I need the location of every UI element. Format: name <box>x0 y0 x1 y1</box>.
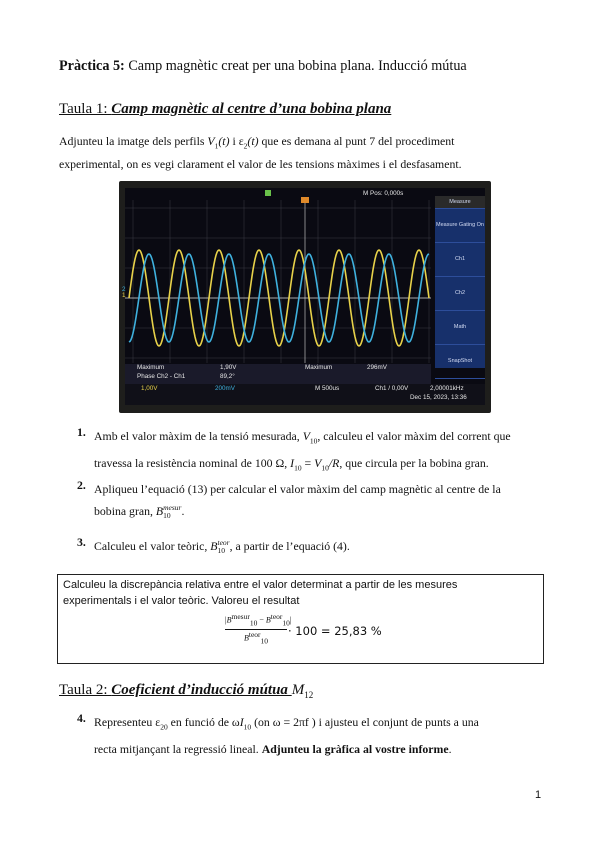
measurement-bar <box>125 364 431 384</box>
table2-title: Coeficient d’inducció mútua <box>111 682 292 698</box>
i1d: , que circula per la bobina gran. <box>339 456 489 471</box>
ch1-marker: 1 <box>122 292 126 299</box>
i4d: recta mitjançant la regressió lineal. <box>94 742 262 757</box>
discrepancy-fraction <box>225 612 292 646</box>
i4a: Representeu ε <box>94 715 161 729</box>
menu-measure-gating[interactable]: Measure Gating On <box>435 209 485 243</box>
table1-heading <box>59 101 391 118</box>
i1c: travessa la resistència nominal de 100 Ω, <box>94 456 291 471</box>
num-B2: B <box>265 615 271 625</box>
title-text: Camp magnètic creat per una bobina plana. Inducció mútua <box>124 58 467 74</box>
item2-text <box>94 478 546 522</box>
item3-text <box>94 535 350 557</box>
i4a-sub: 20 <box>160 722 168 732</box>
num-B1: B <box>226 615 232 625</box>
table1-title: Camp magnètic al centre d’una bobina plana <box>111 101 392 117</box>
title-bold: Pràctica 5: <box>59 58 125 74</box>
m-pos-readout: M Pos: 0,000s <box>363 190 404 197</box>
i1b: , calculeu el valor màxim del corrent que <box>317 429 511 443</box>
i4b: en funció de ω <box>167 715 240 729</box>
date-readout: Dec 15, 2023, 13:36 <box>410 394 467 401</box>
i3a: Calculeu el valor teòric, <box>94 539 211 553</box>
oscilloscope-image <box>119 181 491 413</box>
intro-e-sub: 2 <box>243 141 248 151</box>
i2dot: . <box>181 504 185 518</box>
i4I-sub: 10 <box>243 722 252 732</box>
den-B: B <box>243 633 249 643</box>
i2B: B <box>155 504 164 518</box>
num-sup2: teor <box>270 612 283 621</box>
meas1-label: Maximum <box>137 364 165 371</box>
meas2-label: Phase Ch2 - Ch1 <box>137 373 186 380</box>
intro-a: Adjunteu la imatge dels perfils <box>59 134 208 148</box>
table2-heading <box>59 682 313 700</box>
i4bold: Adjunteu la gràfica al vostre informe <box>261 742 449 757</box>
i1Is: 10 <box>294 463 302 473</box>
i1a: Amb el valor màxim de la tensió mesurada, <box>94 429 303 443</box>
measure-menu <box>435 196 485 368</box>
table1-label: Taula 1: <box>59 101 108 117</box>
i2b: bobina gran, <box>94 504 156 518</box>
ch2-marker: 2 <box>122 286 126 293</box>
num-sub2: 10 <box>282 618 290 628</box>
num-minus: − <box>257 615 266 625</box>
menu-ch2[interactable]: Ch2 <box>435 277 485 311</box>
table2-m-letter: M <box>291 682 305 698</box>
i3b: , a partir de l’equació (4). <box>229 539 350 553</box>
item1-text <box>94 425 546 480</box>
i4c: (on ω = 2πf ) i ajusteu el conjunt de punts a una <box>251 715 479 729</box>
menu-math[interactable]: Math <box>435 311 485 345</box>
trigger-status-icon <box>265 190 271 196</box>
intro-t2: (t) <box>247 134 259 148</box>
i1eq: = <box>301 456 315 471</box>
box-line1: Calculeu la discrepància relativa entre el valor determinat a partir de les mesures <box>63 579 458 591</box>
intro-mid: i ε <box>229 134 244 148</box>
meas1-value: 1,90V <box>220 364 237 371</box>
menu-ch1[interactable]: Ch1 <box>435 243 485 277</box>
timebase: M 500us <box>315 385 340 392</box>
meas3-value: 296mV <box>367 364 387 371</box>
meas3-label: Maximum <box>305 364 333 371</box>
i2a: Apliqueu l’equació (13) per calcular el valor màxim del camp magnètic al centre de la <box>94 482 501 496</box>
intro-b: que es demana al punt 7 del procediment <box>258 134 455 148</box>
i4I: I <box>239 715 244 729</box>
i2sub: 10 <box>163 511 171 521</box>
trigger-readout: Ch1 / 0,00V <box>375 385 409 392</box>
num-sub1: 10 <box>249 618 258 628</box>
intro-v: V <box>207 134 215 148</box>
page-title <box>59 58 467 75</box>
i3sup: teor <box>217 538 230 548</box>
i1vs: 10 <box>309 436 318 446</box>
i4end: . <box>448 742 452 757</box>
i1v: V <box>302 429 310 443</box>
discrepancy-result: · 100 = 25,83 % <box>288 624 382 638</box>
intro-t1: (t) <box>218 134 230 148</box>
item1-number: 1. <box>77 425 86 439</box>
i1I: I <box>290 456 295 471</box>
i2sup: mesur <box>163 503 182 513</box>
oscilloscope-screen <box>122 188 485 405</box>
i1V2: V <box>314 456 322 471</box>
meas2-value: 89,2° <box>220 373 235 380</box>
den-sup: teor <box>248 630 261 640</box>
i1V2s: 10 <box>321 463 329 473</box>
frequency-readout: 2,00001kHz <box>430 385 464 392</box>
intro-c: experimental, on es vegi clarament el valor de les tensions màximes i el desfasament. <box>59 157 462 172</box>
table2-m-sub: 12 <box>304 690 314 700</box>
discrepancy-box <box>57 574 544 664</box>
item4-text <box>94 711 549 760</box>
box-line2: experimentals i el valor teòric. Valoreu el resultat <box>63 595 300 607</box>
status-bar <box>125 384 485 405</box>
i3B: B <box>210 539 218 553</box>
intro-v-sub: 1 <box>214 141 219 151</box>
fraction-numerator: $|B^{mesur}_{10} - B^{teor}_{10}|$ <box>225 612 287 630</box>
ch1-scale: 1,00V <box>141 385 158 392</box>
menu-snapshot[interactable]: SnapShot <box>435 345 485 379</box>
page-number: 1 <box>535 789 542 801</box>
table2-label: Taula 2: <box>59 682 108 698</box>
num-sup1: mesur <box>231 612 250 621</box>
den-sub: 10 <box>260 636 269 646</box>
ch2-scale: 200mV <box>215 385 235 392</box>
item4-number: 4. <box>77 711 86 725</box>
table2-m <box>292 682 314 700</box>
intro-paragraph <box>59 132 549 173</box>
item2-number: 2. <box>77 478 86 492</box>
fraction-denominator <box>225 630 287 645</box>
i1R: /R <box>328 456 340 471</box>
item3-number: 3. <box>77 535 86 549</box>
trigger-position-icon <box>301 197 309 203</box>
menu-measure[interactable]: Measure <box>435 196 485 209</box>
i3sub: 10 <box>217 546 225 556</box>
